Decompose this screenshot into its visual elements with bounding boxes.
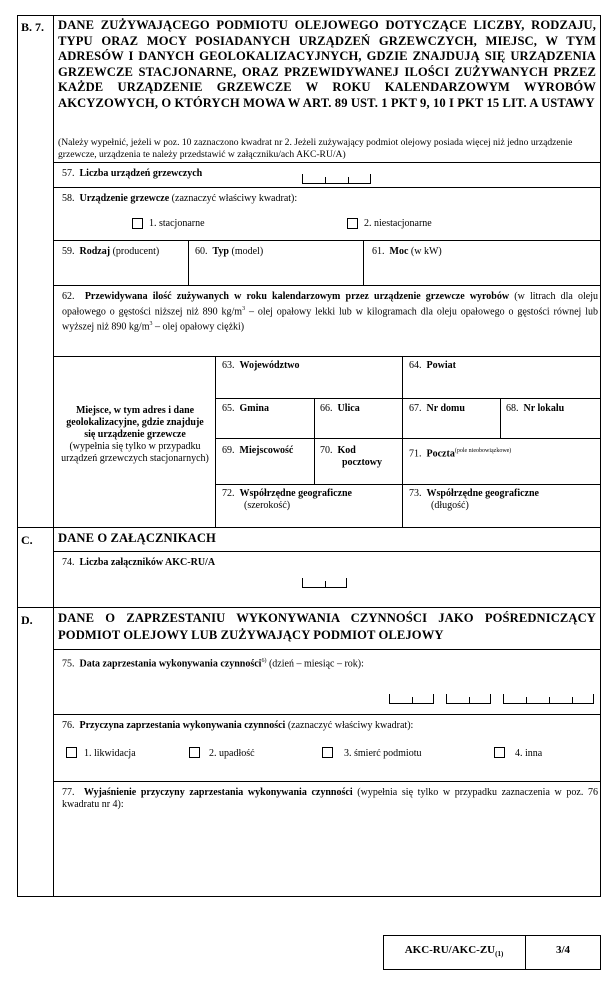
field-60-label[interactable]: 60. Typ (model) [195, 246, 264, 257]
reason-other-checkbox[interactable] [494, 747, 505, 758]
section-c-title: DANE O ZAŁĄCZNIKACH [58, 531, 216, 545]
reason-liquidation-label: 1. likwidacja [84, 748, 136, 759]
code-column-divider [53, 15, 54, 897]
field-64-label[interactable]: 64. Powiat [409, 360, 456, 371]
field-65-label[interactable]: 65. Gmina [222, 403, 269, 414]
section-d-title-line2: PODMIOT OLEJOWY LUB ZUŻYWAJĄCY PODMIOT OLEJOWY [58, 628, 444, 642]
field-61-label[interactable]: 61. Moc (w kW) [372, 246, 442, 257]
field-74-label: 74. Liczba załączników AKC-RU/A [62, 557, 216, 568]
reason-other-label: 4. inna [515, 748, 543, 759]
field-66-label[interactable]: 66. Ulica [320, 403, 360, 414]
section-b7-title: DANE ZUŻYWAJĄCEGO PODMIOTU OLEJOWEGO DOTYCZĄCE LICZBY, RODZAJU, TYPU ORAZ MOCY POSIADANYCH URZĄDZEŃ GRZEWCZYCH, MIEJSC, W TYM ADRESÓW I DANYCH GEOLOKALIZACYJNYCH, GDZIE ZNAJDUJĄ SIĘ URZĄDZENIA GRZEWCZE STACJONARNE, ORAZ PRZEWIDYWANEJ ILOŚCI ZUŻYWANYCH PRZEZ KAŻDE URZĄDZENIE GRZEWCZE W ROKU KALENDARZOWYM WYROBÓW AKCYZOWYCH, O KTÓRYCH MOWA W ART. 89 UST. 1 PKT 9, 10 I PKT 15 LIT. A USTAWY [58, 18, 596, 110]
field-62-label[interactable]: 62. Przewidywana ilość zużywanych w roku kalendarzowym przez urządzenie grzewcze wyrobów (w litrach dla oleju opałowego o gęstości niższej niż 890 $kg/m^3$ – olej opałowy lekki lub w kilogramach dla oleju opałowego o gęstości równej lub wyższej niż 890 $kg/m^3$ – olej opałowy ciężki) [62, 291, 599, 333]
attachments-count-input[interactable] [302, 578, 347, 588]
field-73-label[interactable]: 73. Współrzędne geograficzne (długość) [409, 488, 539, 511]
reason-death-checkbox[interactable] [322, 747, 333, 758]
section-d-code: D. [21, 613, 33, 627]
field-75-label: 75. Data zaprzestania wykonywania czynności$^{6)}$ (dzień – miesiąc – rok): [62, 658, 364, 670]
section-b7-code: B. 7. [21, 20, 45, 34]
field-72-label[interactable]: 72. Współrzędne geograficzne (szerokość) [222, 488, 352, 511]
stationary-label: 1. stacjonarne [149, 218, 205, 229]
end-date-day-input[interactable] [389, 694, 434, 704]
reason-bankruptcy-label: 2. upadłość [209, 748, 255, 759]
reason-death-label: 3. śmierć podmiotu [344, 748, 422, 759]
non-stationary-label: 2. niestacjonarne [364, 218, 432, 229]
field-77-label[interactable]: 77. Wyjaśnienie przyczyny zaprzestania wykonywania czynności (wypełnia się tylko w przypadku zaznaczenia w poz. 76 kwadratu nr 4): [62, 787, 599, 810]
device-count-input[interactable] [302, 174, 371, 184]
footer-page-number: 3/4 [555, 944, 571, 956]
field-59-label[interactable]: 59. Rodzaj (producent) [62, 246, 160, 257]
field-57-label: 57. Liczba urządzeń grzewczych [62, 168, 203, 179]
reason-liquidation-checkbox[interactable] [66, 747, 77, 758]
non-stationary-checkbox[interactable] [347, 218, 358, 229]
field-70-label[interactable]: 70. Kod pocztowy [320, 445, 382, 468]
stationary-checkbox[interactable] [132, 218, 143, 229]
field-58-label: 58. Urządzenie grzewcze (zaznaczyć właściwy kwadrat): [62, 193, 298, 204]
end-date-month-input[interactable] [446, 694, 491, 704]
field-76-label: 76. Przyczyna zaprzestania wykonywania czynności (zaznaczyć właściwy kwadrat): [62, 720, 414, 731]
footer-form-code: AKC-$RU/AKC-ZU_{(1)}$ [404, 944, 504, 959]
field-68-label[interactable]: 68. Nr lokalu [506, 403, 565, 414]
section-b7-note: (Należy wypełnić, jeżeli w poz. 10 zaznaczono kwadrat nr 2. Jeżeli zużywający podmiot olejowy posiada więcej niż jedno urządzenie grzewcze, urządzenia te należy przedstawić w załączniku/ach AKC-RU/A) [58, 137, 573, 160]
reason-bankruptcy-checkbox[interactable] [189, 747, 200, 758]
field-69-label[interactable]: 69. Miejscowość [222, 445, 294, 456]
field-71-label[interactable]: 71. Poczta$^{(pole nieobowiązkowe)}$ [409, 448, 512, 460]
field-67-label[interactable]: 67. Nr domu [409, 403, 465, 414]
location-description: Miejsce, w tym adres i dane geolokalizacyjne, gdzie znajduje się urządzenie grzewcze (wypełnia się tylko w przypadku urządzeń grzewczych stacjonarnych) [61, 405, 209, 464]
section-c-code: C. [21, 533, 33, 547]
field-63-label[interactable]: 63. Województwo [222, 360, 300, 371]
end-date-year-input[interactable] [503, 694, 594, 704]
section-d-title-line1: DANE O ZAPRZESTANIU WYKONYWANIA CZYNNOŚCI JAKO POŚREDNICZĄCY [58, 611, 596, 625]
